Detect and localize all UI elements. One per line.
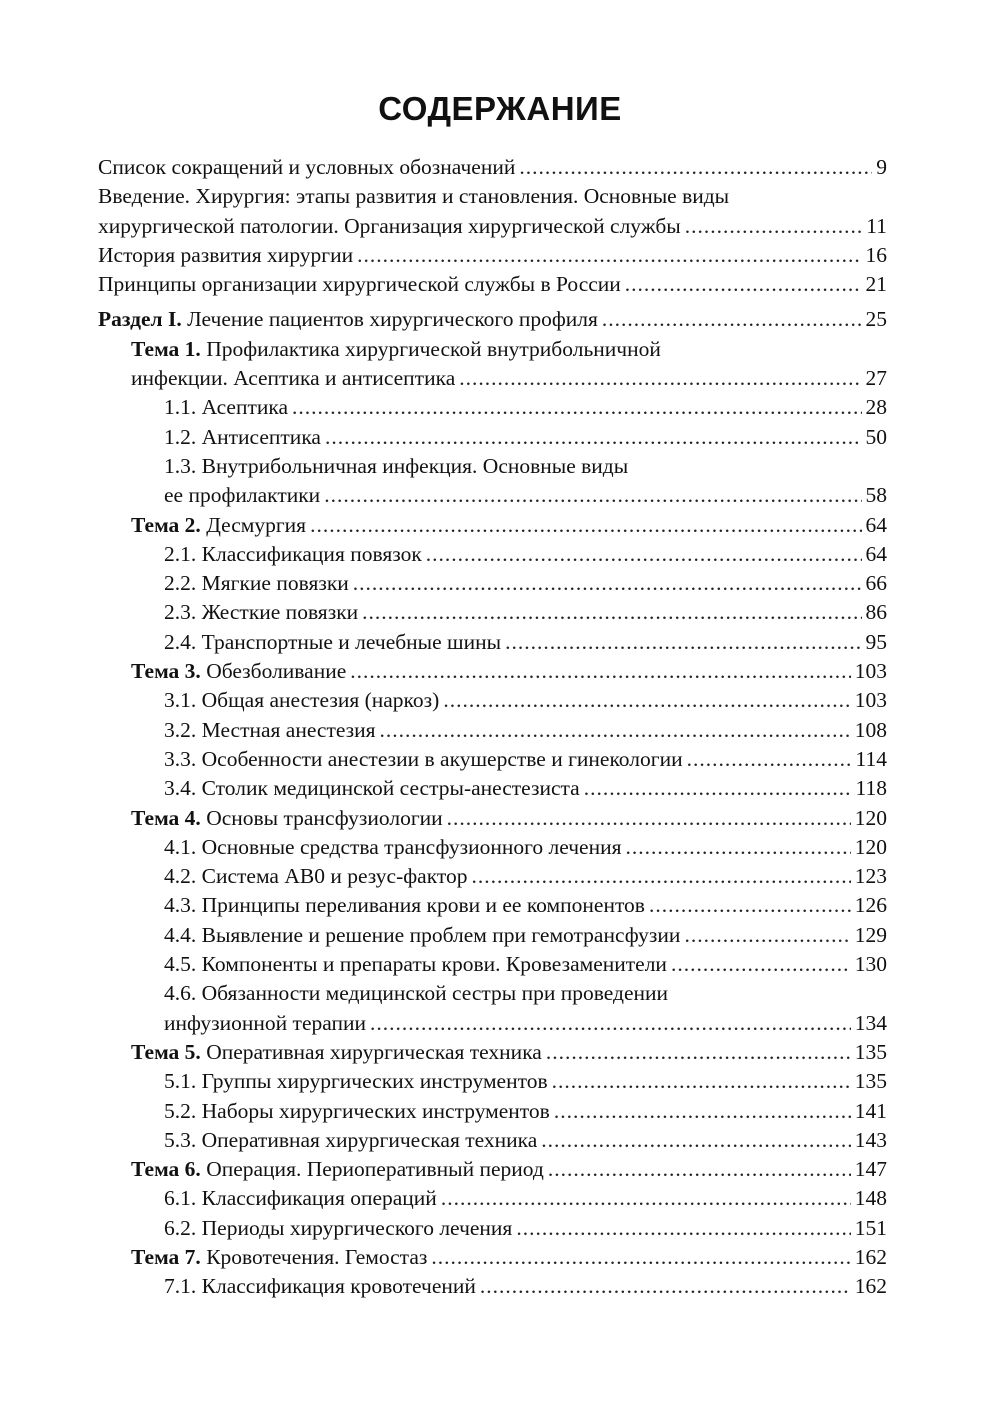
toc-entry[interactable] [0, 745, 1000, 774]
toc-line [0, 686, 1000, 715]
toc-entry-text [164, 598, 358, 627]
toc-entry[interactable] [0, 804, 1000, 833]
toc-entry-title: 2.1. Классификация повязок [164, 541, 422, 566]
page-number: 134 [854, 1010, 887, 1035]
dot-leader [310, 511, 861, 540]
toc-entry[interactable] [0, 774, 1000, 803]
toc-entry[interactable] [0, 540, 1000, 569]
toc-entry-title: 4.3. Принципы переливания крови и ее компонентов [164, 893, 645, 918]
toc-entry[interactable] [0, 569, 1000, 598]
toc-entry-title: Принципы организации хирургической службы в России [98, 272, 621, 297]
dot-leader [548, 1155, 851, 1184]
toc-entry-text [164, 628, 501, 657]
toc-line [0, 305, 1000, 334]
toc-entry[interactable] [0, 891, 1000, 920]
toc-entry-text [164, 745, 683, 774]
dot-leader [552, 1067, 851, 1096]
toc-entry[interactable] [0, 1272, 1000, 1301]
toc-line [0, 1097, 1000, 1126]
toc-entry-title: Десмургия [206, 512, 307, 537]
toc-line [0, 335, 1000, 364]
page-number: 28 [865, 395, 887, 420]
toc-line [0, 540, 1000, 569]
toc-entry-title: 3.1. Общая анестезия (наркоз) [164, 688, 440, 713]
dot-leader [324, 481, 861, 510]
dot-leader [443, 686, 850, 715]
toc-entry[interactable] [0, 862, 1000, 891]
page-number: 135 [854, 1039, 887, 1064]
toc-entry-title: Основы трансфузиологии [206, 805, 443, 830]
toc-entry-text [131, 1038, 542, 1067]
toc-line [0, 862, 1000, 891]
toc-entry-text [98, 212, 681, 241]
toc-line [0, 804, 1000, 833]
toc-entry-text [131, 511, 306, 540]
toc-line [0, 921, 1000, 950]
toc-entry-title: 5.3. Оперативная хирургическая техника [164, 1127, 538, 1152]
toc-entry[interactable] [0, 1038, 1000, 1067]
toc-entry-title: 4.1. Основные средства трансфузионного лечения [164, 834, 622, 859]
toc-entry-title: хирургической патологии. Организация хирургической службы [98, 213, 681, 238]
toc-line [0, 745, 1000, 774]
toc-entry[interactable] [0, 1184, 1000, 1213]
dot-leader [505, 628, 861, 657]
toc-entry[interactable] [0, 1155, 1000, 1184]
dot-leader [380, 716, 851, 745]
dot-leader [431, 1243, 850, 1272]
toc-entry-title: Лечение пациентов хирургического профиля [187, 307, 598, 332]
toc-entry-title: инфузионной терапии [164, 1010, 367, 1035]
toc-entry-label: Тема 5. [131, 1039, 201, 1064]
toc-entry[interactable] [0, 182, 1000, 241]
toc-entry[interactable] [0, 1243, 1000, 1272]
toc-line [0, 481, 1000, 510]
dot-leader [370, 1009, 851, 1038]
toc-entry-text [98, 182, 729, 211]
dot-leader [602, 305, 862, 334]
page-number: 135 [854, 1069, 887, 1094]
dot-leader [472, 862, 851, 891]
toc-entry-text [164, 423, 321, 452]
toc-entry-title: История развития хирургии [98, 242, 354, 267]
toc-entry-title: 5.1. Группы хирургических инструментов [164, 1069, 548, 1094]
dot-leader [546, 1038, 851, 1067]
toc-line [0, 716, 1000, 745]
toc-entry-text [164, 891, 645, 920]
toc-entry[interactable] [0, 921, 1000, 950]
toc-entry[interactable] [0, 686, 1000, 715]
page-title: СОДЕРЖАНИЕ [378, 90, 622, 127]
dot-leader [441, 1184, 851, 1213]
toc-entry-text [164, 979, 668, 1008]
dot-leader [480, 1272, 851, 1301]
toc-entry-label: Тема 2. [131, 512, 201, 537]
toc-line [0, 1067, 1000, 1096]
toc-line [0, 1243, 1000, 1272]
toc-line [0, 628, 1000, 657]
toc-entry-text [131, 1243, 427, 1272]
dot-leader [325, 423, 862, 452]
dot-leader [459, 364, 861, 393]
toc-entry[interactable] [0, 270, 1000, 299]
toc-line [0, 1126, 1000, 1155]
toc-entry[interactable] [0, 1097, 1000, 1126]
toc-line [0, 1272, 1000, 1301]
toc-entry-text [98, 241, 353, 270]
toc-line [0, 364, 1000, 393]
toc-line [0, 511, 1000, 540]
toc-entry-title: 4.6. Обязанности медицинской сестры при проведении [164, 981, 669, 1006]
page-number: 126 [854, 893, 887, 918]
toc-entry[interactable] [0, 511, 1000, 540]
dot-leader [684, 921, 850, 950]
page-number: 108 [854, 717, 887, 742]
toc-entry[interactable] [0, 628, 1000, 657]
dot-leader [626, 833, 851, 862]
toc-entry-text [164, 1067, 548, 1096]
toc-entry-text [131, 804, 443, 833]
toc-entry[interactable] [0, 452, 1000, 511]
page-number: 95 [865, 629, 887, 654]
dot-leader [584, 774, 852, 803]
page-number: 50 [865, 424, 887, 449]
page-number: 120 [854, 805, 887, 830]
toc-entry[interactable] [0, 241, 1000, 270]
toc-entry-title: Кровотечения. Гемостаз [206, 1244, 428, 1269]
toc-line [0, 1038, 1000, 1067]
toc-entry-text [164, 921, 680, 950]
toc-entry-title: 4.4. Выявление и решение проблем при гемотрансфузии [164, 922, 681, 947]
toc-entry-title: 4.5. Компоненты и препараты крови. Кровезаменители [164, 952, 667, 977]
dot-leader [519, 153, 872, 182]
toc-entry-text [164, 1184, 437, 1213]
toc-entry-text [98, 305, 598, 334]
toc-line [0, 833, 1000, 862]
toc-entry-title: 1.3. Внутрибольничная инфекция. Основные виды [164, 453, 629, 478]
toc-entry-label: Раздел I. [98, 307, 182, 332]
toc-entry-text [164, 686, 439, 715]
dot-leader [671, 950, 851, 979]
table-of-contents [0, 153, 1000, 1302]
toc-entry[interactable] [0, 716, 1000, 745]
toc-entry-text [164, 1009, 366, 1038]
toc-entry[interactable] [0, 598, 1000, 627]
toc-line [0, 569, 1000, 598]
page-number: 86 [865, 600, 887, 625]
dot-leader [685, 212, 863, 241]
toc-line [0, 182, 1000, 211]
dot-leader [554, 1097, 851, 1126]
toc-entry-text [164, 481, 320, 510]
toc-entry[interactable] [0, 657, 1000, 686]
toc-entry-text [164, 862, 468, 891]
toc-entry-title: 3.2. Местная анестезия [164, 717, 376, 742]
toc-line [0, 1009, 1000, 1038]
toc-line [0, 241, 1000, 270]
page-number: 103 [854, 688, 887, 713]
toc-line [0, 891, 1000, 920]
dot-leader [625, 270, 862, 299]
toc-entry-title: Список сокращений и условных обозначений [98, 155, 516, 179]
page-number: 151 [854, 1215, 887, 1240]
toc-entry-text [164, 1214, 512, 1243]
toc-entry-title: 4.2. Система АВ0 и резус-фактор [164, 864, 468, 889]
toc-entry-label: Тема 1. [131, 336, 201, 361]
toc-entry-text [164, 833, 622, 862]
toc-entry-text [164, 569, 349, 598]
dot-leader [426, 540, 862, 569]
toc-entry-title: 3.3. Особенности анестезии в акушерстве и гинекологии [164, 746, 683, 771]
toc-entry-label: Тема 4. [131, 805, 201, 830]
toc-line [0, 598, 1000, 627]
page-number: 143 [854, 1127, 887, 1152]
toc-entry[interactable] [0, 1126, 1000, 1155]
toc-entry-text [164, 452, 628, 481]
toc-entry[interactable] [0, 393, 1000, 422]
toc-entry-title: 2.3. Жесткие повязки [164, 600, 359, 625]
toc-entry[interactable] [0, 423, 1000, 452]
toc-line [0, 452, 1000, 481]
toc-entry-text [131, 1155, 544, 1184]
toc-entry-title: Обезболивание [206, 659, 347, 684]
toc-entry[interactable] [0, 950, 1000, 979]
dot-leader [541, 1126, 850, 1155]
toc-entry-title: Введение. Хирургия: этапы развития и становления. Основные виды [98, 184, 730, 209]
dot-leader [447, 804, 851, 833]
toc-entry[interactable] [0, 335, 1000, 394]
page-number: 114 [855, 746, 887, 771]
page-number: 162 [854, 1274, 887, 1299]
dot-leader [649, 891, 851, 920]
toc-entry-title: 1.2. Антисептика [164, 424, 321, 449]
toc-entry-title: Операция. Периоперативный период [206, 1157, 544, 1182]
toc-entry-title: ее профилактики [164, 483, 321, 508]
dot-leader [350, 657, 850, 686]
toc-entry[interactable] [0, 153, 1000, 182]
toc-line [0, 979, 1000, 1008]
toc-entry[interactable] [0, 1067, 1000, 1096]
toc-entry-text [164, 393, 288, 422]
toc-line [0, 1155, 1000, 1184]
toc-entry-title: Профилактика хирургической внутрибольничной [206, 336, 661, 361]
toc-entry[interactable] [0, 833, 1000, 862]
toc-entry[interactable] [0, 1214, 1000, 1243]
page-number: 64 [865, 512, 887, 537]
toc-line [0, 270, 1000, 299]
toc-entry-title: 1.1. Асептика [164, 395, 289, 420]
page-number: 66 [865, 571, 887, 596]
page-number: 64 [865, 541, 887, 566]
toc-entry-text [164, 774, 580, 803]
page-number: 16 [865, 242, 887, 267]
toc-entry-text [164, 716, 376, 745]
toc-line [0, 393, 1000, 422]
toc-entry-text [98, 270, 621, 299]
toc-line [0, 657, 1000, 686]
page-number: 120 [854, 834, 887, 859]
toc-entry[interactable] [0, 305, 1000, 334]
toc-line [0, 423, 1000, 452]
toc-entry-text [164, 540, 422, 569]
toc-entry-text [131, 364, 455, 393]
toc-entry-text [164, 1126, 537, 1155]
page-number: 162 [854, 1244, 887, 1269]
dot-leader [353, 569, 862, 598]
toc-entry-text [131, 657, 346, 686]
dot-leader [687, 745, 852, 774]
toc-line [0, 212, 1000, 241]
toc-entry-label: Тема 3. [131, 659, 201, 684]
page-number: 130 [854, 952, 887, 977]
toc-entry-title: 3.4. Столик медицинской сестры-анестезиста [164, 776, 580, 801]
page-number: 141 [854, 1098, 887, 1123]
page-number: 129 [854, 922, 887, 947]
toc-entry-title: 2.2. Мягкие повязки [164, 571, 349, 596]
toc-entry-title: 6.2. Периоды хирургического лечения [164, 1215, 513, 1240]
dot-leader [516, 1214, 850, 1243]
toc-line [0, 1184, 1000, 1213]
page-number: 9 [876, 155, 887, 179]
toc-entry-text [131, 335, 661, 364]
toc-entry-title: 5.2. Наборы хирургических инструментов [164, 1098, 550, 1123]
page-number: 11 [866, 213, 887, 238]
page-number: 123 [854, 864, 887, 889]
toc-entry-text [164, 950, 667, 979]
page-number: 118 [855, 776, 887, 801]
toc-entry-title: 2.4. Транспортные и лечебные шины [164, 629, 502, 654]
toc-entry-label: Тема 6. [131, 1157, 201, 1182]
toc-line [0, 153, 1000, 182]
dot-leader [362, 598, 861, 627]
toc-entry-title: 6.1. Классификация операций [164, 1186, 437, 1211]
toc-entry-text [164, 1097, 550, 1126]
page-number: 27 [865, 366, 887, 391]
page-number: 147 [854, 1157, 887, 1182]
toc-entry-title: Оперативная хирургическая техника [206, 1039, 542, 1064]
page-number: 58 [865, 483, 887, 508]
page-number: 21 [865, 272, 887, 297]
toc-entry-title: инфекции. Асептика и антисептика [131, 366, 456, 391]
page-number: 148 [854, 1186, 887, 1211]
page-number: 25 [865, 307, 887, 332]
toc-entry-title: 7.1. Классификация кровотечений [164, 1274, 476, 1299]
toc-entry-text [98, 153, 515, 182]
toc-line [0, 1214, 1000, 1243]
page-number: 103 [854, 659, 887, 684]
toc-line [0, 950, 1000, 979]
dot-leader [357, 241, 861, 270]
toc-entry-label: Тема 7. [131, 1244, 201, 1269]
toc-entry-text [164, 1272, 476, 1301]
dot-leader [292, 393, 861, 422]
toc-line [0, 774, 1000, 803]
toc-entry[interactable] [0, 979, 1000, 1038]
